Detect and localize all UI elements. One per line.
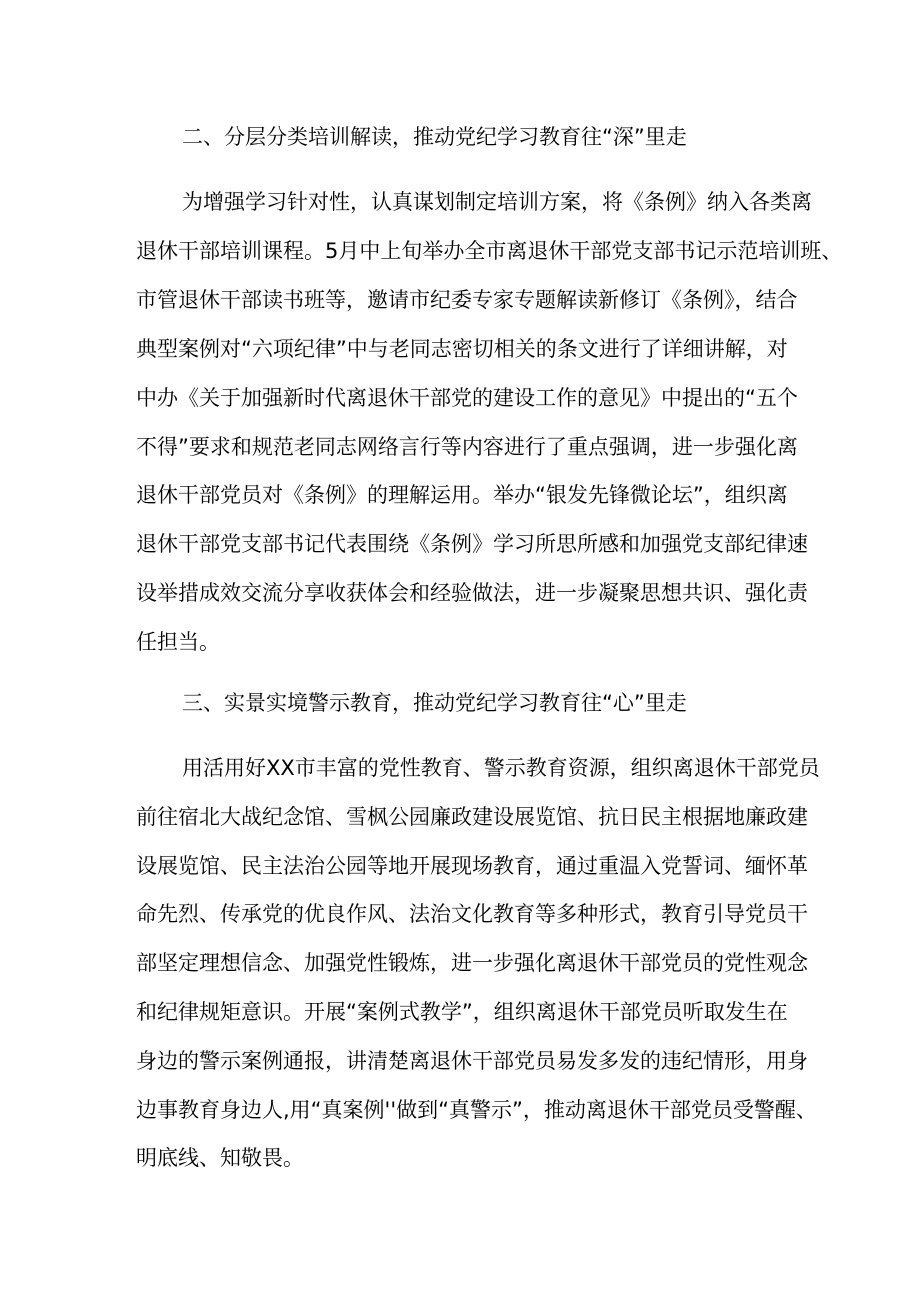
section-heading-2: 二、分层分类培训解读，推动党纪学习教育往“深”里走 xyxy=(182,125,687,149)
paragraph-line: 边事教育身边人,用“真案例''做到“真警示”，推动离退休干部党员受警醒、 xyxy=(136,1098,817,1122)
paragraph-line: 退休干部培训课程。5月中上旬举办全市离退休干部党支部书记示范培训班、 xyxy=(136,239,843,263)
paragraph-line: 命先烈、传承党的优良作风、法治文化教育等多种形式，教育引导党员干 xyxy=(136,902,808,926)
paragraph-line: 为增强学习针对性，认真谋划制定培训方案，将《条例》纳入各类离 xyxy=(182,190,812,214)
paragraph-line: 退休干部党支部书记代表围绕《条例》学习所思所感和加强党支部纪律速 xyxy=(136,532,808,556)
paragraph-line: 任担当。 xyxy=(136,630,220,654)
paragraph-line: 用活用好XX市丰富的党性教育、警示教育资源，组织离退休干部党员 xyxy=(182,756,820,780)
paragraph-line: 中办《关于加强新时代离退休干部党的建设工作的意见》中提出的“五个 xyxy=(136,386,798,410)
paragraph-line: 典型案例对“六项纪律”中与老同志密切相关的条文进行了详细讲解，对 xyxy=(136,337,788,361)
paragraph-line: 不得”要求和规范老同志网络言行等内容进行了重点强调，进一步强化离 xyxy=(136,435,798,459)
paragraph-line: 设展览馆、民主法治公园等地开展现场教育，通过重温入党誓词、缅怀革 xyxy=(136,854,808,878)
paragraph-line: 市管退休干部读书班等，邀请市纪委专家专题解读新修订《条例》，结合 xyxy=(136,288,798,312)
paragraph-line: 设举措成效交流分享收获体会和经验做法，进一步凝聚思想共识、强化责 xyxy=(136,581,808,605)
paragraph-line: 退休干部党员对《条例》的理解运用。举办“银发先锋微论坛”，组织离 xyxy=(136,483,788,507)
paragraph-line: 前往宿北大战纪念馆、雪枫公园廉政建设展览馆、抗日民主根据地廉政建 xyxy=(136,805,808,829)
paragraph-line: 部坚定理想信念、加强党性锻炼，进一步强化离退休干部党员的党性观念 xyxy=(136,951,808,975)
paragraph-line: 身边的警示案例通报，讲清楚离退休干部党员易发多发的违纪情形，用身 xyxy=(136,1049,808,1073)
paragraph-line: 明底线、知敬畏。 xyxy=(136,1146,304,1170)
paragraph-line: 和纪律规矩意识。开展“案例式教学”，组织离退休干部党员听取发生在 xyxy=(136,1000,788,1024)
section-heading-3: 三、实景实境警示教育，推动党纪学习教育往“心”里走 xyxy=(182,691,687,715)
